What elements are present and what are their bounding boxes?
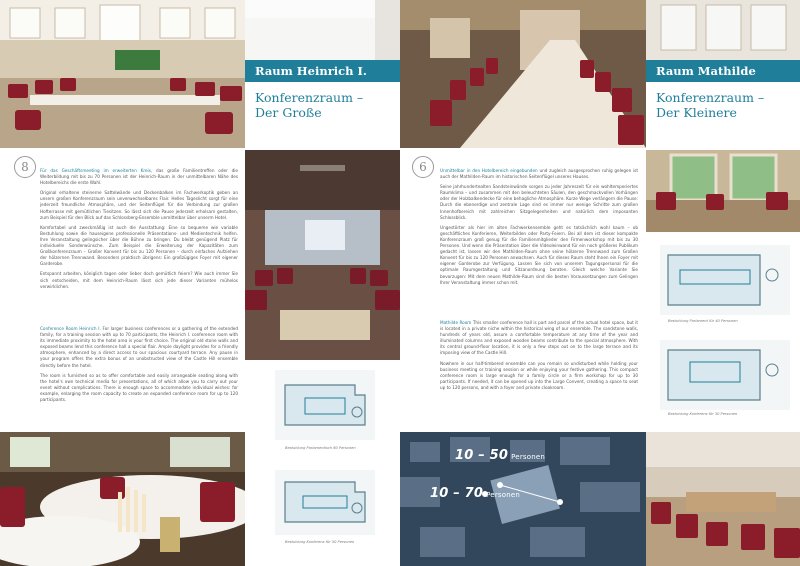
paragraph-text: Komfortabel und zweckmäßig ist auch die Ausstattung: Eine so bequeme wie variable Bestuhlung sowie die hauseigene professionelle Präsentations- und Medientechnik helfen. Ihre Veranstaltung gelingsicher über die Bühne zu bringen. Du bleibt genügend Platz für individuelle Sonderwünsche. Zum Beispiel die Erweiterung der Kapazitäten zum Großkonferenzraum – Großer Konvent für bis zu 120 Personen – durch einfaches Aufziehen der hölzernen Trennwand. Besonders praktisch übrigens: Ein großzügiges Foyer mit eigener Garderobe. [40,224,238,267]
lead-text: Für das Geschäftsmeeting im erweiterten Kreis, [40,168,153,173]
plan-caption: Bestuhlung Konferenz für 30 Personen [668,412,738,416]
lead-text: Conference Room Heinrich I. [40,326,101,331]
floor-plan-mathilde-2 [660,340,790,410]
heinrich-german-text [40,168,238,294]
paragraph [40,190,238,220]
paragraph [40,326,238,369]
paragraph-text: This smaller conference hall is part and parcel of the actual hotel space, but it is located in a private niche within the historical wing of our ensemble. The sandstone walls, hundreds of years old, assure a comfortable temperature at any time of the year and illuminated columns and exposed wooden beams contribute to the special atmosphere. With its central ground-floor location, it is only a few steps out on to the large terrace and its imposing view of the Castle Hill. [440,320,638,356]
capacity-label-1 [455,448,545,463]
dining-table-photo [0,432,245,566]
heinrich-room-title: Raum Heinrich I. [255,64,367,78]
conference-room-projector-photo [245,150,400,360]
paragraph [40,168,238,186]
heinrich-english-text [40,326,238,407]
paragraph [440,361,638,391]
capacity-unit: Personen [486,491,521,499]
lead-text: Unmittelbar in den Hotelbereich eingebunden [440,168,538,173]
paragraph-text: Original erhaltene steinerne Sattelwände und Deckenbalken im Fachwerkoptik geben an unsern großen Konferenzraum sein unverwechselbares Flair. Helles Tageslicht sorgt für eine jederzeit freundliche Atmosphäre, und der Seitenflügel für die Verbindung zur großen Hofterrasse mit gemütlichen Tiesitzen. So lässt sich die Pause jederzeit erholsam gestalten, zum Beispiel für den Blick auf das Schlossberg-Ensemble unmittelbar über unserm Hotel. [40,190,238,220]
paragraph [440,225,638,286]
heinrich-room-banner [245,60,400,82]
mathilde-room-view-photo [646,150,800,232]
plan-caption: Bestuhlung Parlamentisch 60 Personen [285,446,356,450]
mathilde-room-title: Raum Mathilde [656,64,756,78]
paragraph-text: Seine jahrhundertealten Sandsteinwände sorgen zu jeder Jahreszeit für ein wohltemperiertes Raumklima – und zusammen mit den beleuchteten Säulen, den geschmackvollen Vorhängen oder der Holzbalkendecke für eine behagliche Atmosphäre. Kurze Wege verlängern die Pause: Durch die ebenerdige und zentrale Lage sind es immer nur wenige Schritte zum großen Innenhofbereich mit zahlreichen Sitzgelegenheiten und natürlich dem imposanten Schlossblick. [440,184,638,220]
paragraph [40,225,238,268]
page-number-left: 8 [14,156,36,178]
mathilde-english-text [440,320,638,395]
mathilde-german-text [440,168,638,290]
paragraph [440,168,638,180]
paragraph-text: und zugleich ausgesprochen ruhig gelegen ist auch der Mathilden-Raum im historischen Seitenflügel unseres Hauses. [440,168,638,180]
paragraph-text: Nowhere in our half-timbered ensemble can you remain so undisturbed while holding your business meeting or training session or while enjoying your festive gathering. This compact conference room is large enough for a family circle or a firm workshop for up to 30 participants. If needed, it can be opened up into the Large Convent, creating a space to seat up to 120 persons, and with a foyer and private cloakroom. [440,360,638,390]
plan-caption: Bestuhlung Parlament für 40 Personen [668,319,738,323]
floor-plan-heinrich-1 [275,370,375,440]
paragraph [40,271,238,289]
capacity-range: 10 – 70 [430,486,484,501]
mathilde-room-banner [646,60,800,82]
plan-caption: Bestuhlung Konferenz für 50 Personen [285,540,355,544]
capacity-range: 10 – 50 [455,448,509,463]
conference-room-heinrich-photo [0,0,245,148]
capacity-label-2 [430,486,520,501]
paragraph [440,320,638,357]
mathilde-room-subtitle: Konferenzraum – Der Kleinere [656,90,765,120]
paragraph-text: Entspannt arbeiten, königlich tagen oder lieber doch gemütlich feiern? Wie auch immer Sie sich entscheiden, mit dem Heinrich-Raum lässt sich jede dieser Varianten mühelos verwirklichen. [40,271,238,289]
floor-plan-mathilde-1 [660,245,790,315]
paragraph [40,373,238,403]
lead-text: Mathilde Room [440,320,472,325]
paragraph-text: The room is furnished so as to offer comfortable and easily arrangeable seating along with the hotel's own technical media for presentations, all of which allow you to carry out your event without complications. There is enough space to accommodate individual wishes: for example, enlarging the room capacity to create an expanded conference room for up to 120 participants. [40,372,238,403]
meeting-room-photo [646,432,800,566]
paragraph-text: For larger business conferences or a gathering of the extended family, for a training session with up to 70 participants, the Heinrich I. conference room with its immediate proximity to the hotel area is your first choice. The original old stone walls and exposed beams lend this conference hall a special flair. Ample daylight provides for a friendly atmosphere, enhanced by a direct access to our spacious courtyard terrace. Any pause in your program offers the extra bonus of an unobstructed view of the Castle Hill ensemble directly before the hotel. [40,326,238,368]
page-number-right: 6 [412,156,434,178]
paragraph-text: das große Familientreffen oder die Weiterbildung mit bis zu 70 Personen ist der Heinrich-Raum in der unmittelbaren Nähe des Hotelbereichs die erste Wahl. [40,168,238,186]
capacity-unit: Personen [511,453,546,461]
room-detail-photo [245,0,400,60]
paragraph [440,184,638,221]
conference-room-mathilde-photo [400,0,646,148]
heinrich-room-subtitle: Konferenzraum – Der Große [255,90,364,120]
mathilde-window-photo [646,0,800,60]
floor-plan-heinrich-2 [275,470,375,535]
paragraph-text: Ungestörter als hier im alten Fachwerkensemble geht es tatsächlich wohl kaum – ob geschäftliches Konferieren, Weiterbilden oder Party-Feiern. Bei all dem ist dieser kompakte Konferenzraum groß genug für die Familienmitglieder den Firmenworkshop mit bis zu 30 Personen. Und wenn die Präsentation über die Videoleinwand für ein noch größeres Publikum gedacht ist, lassen wir den Mathilden-Raum ohne seine hölzerne Trennwand zum Großen Konvent für bis zu 120 Personen anwachsen. Auch für dieses Raum steht Ihnen ein Foyer mit eigener Garderobe zur Verfügung. Lassen Sie sich von unserem Tagungspersonal für die optimale Raumgestaltung und Sitzanordnung beraten. Gleich welche Variante Sie bevorzugen: Mit dem neuen Mathilde-Raum sind die besten Voraussetzungen zum Gelingen Ihrer Veranstaltung immer schon mit. [440,224,638,285]
